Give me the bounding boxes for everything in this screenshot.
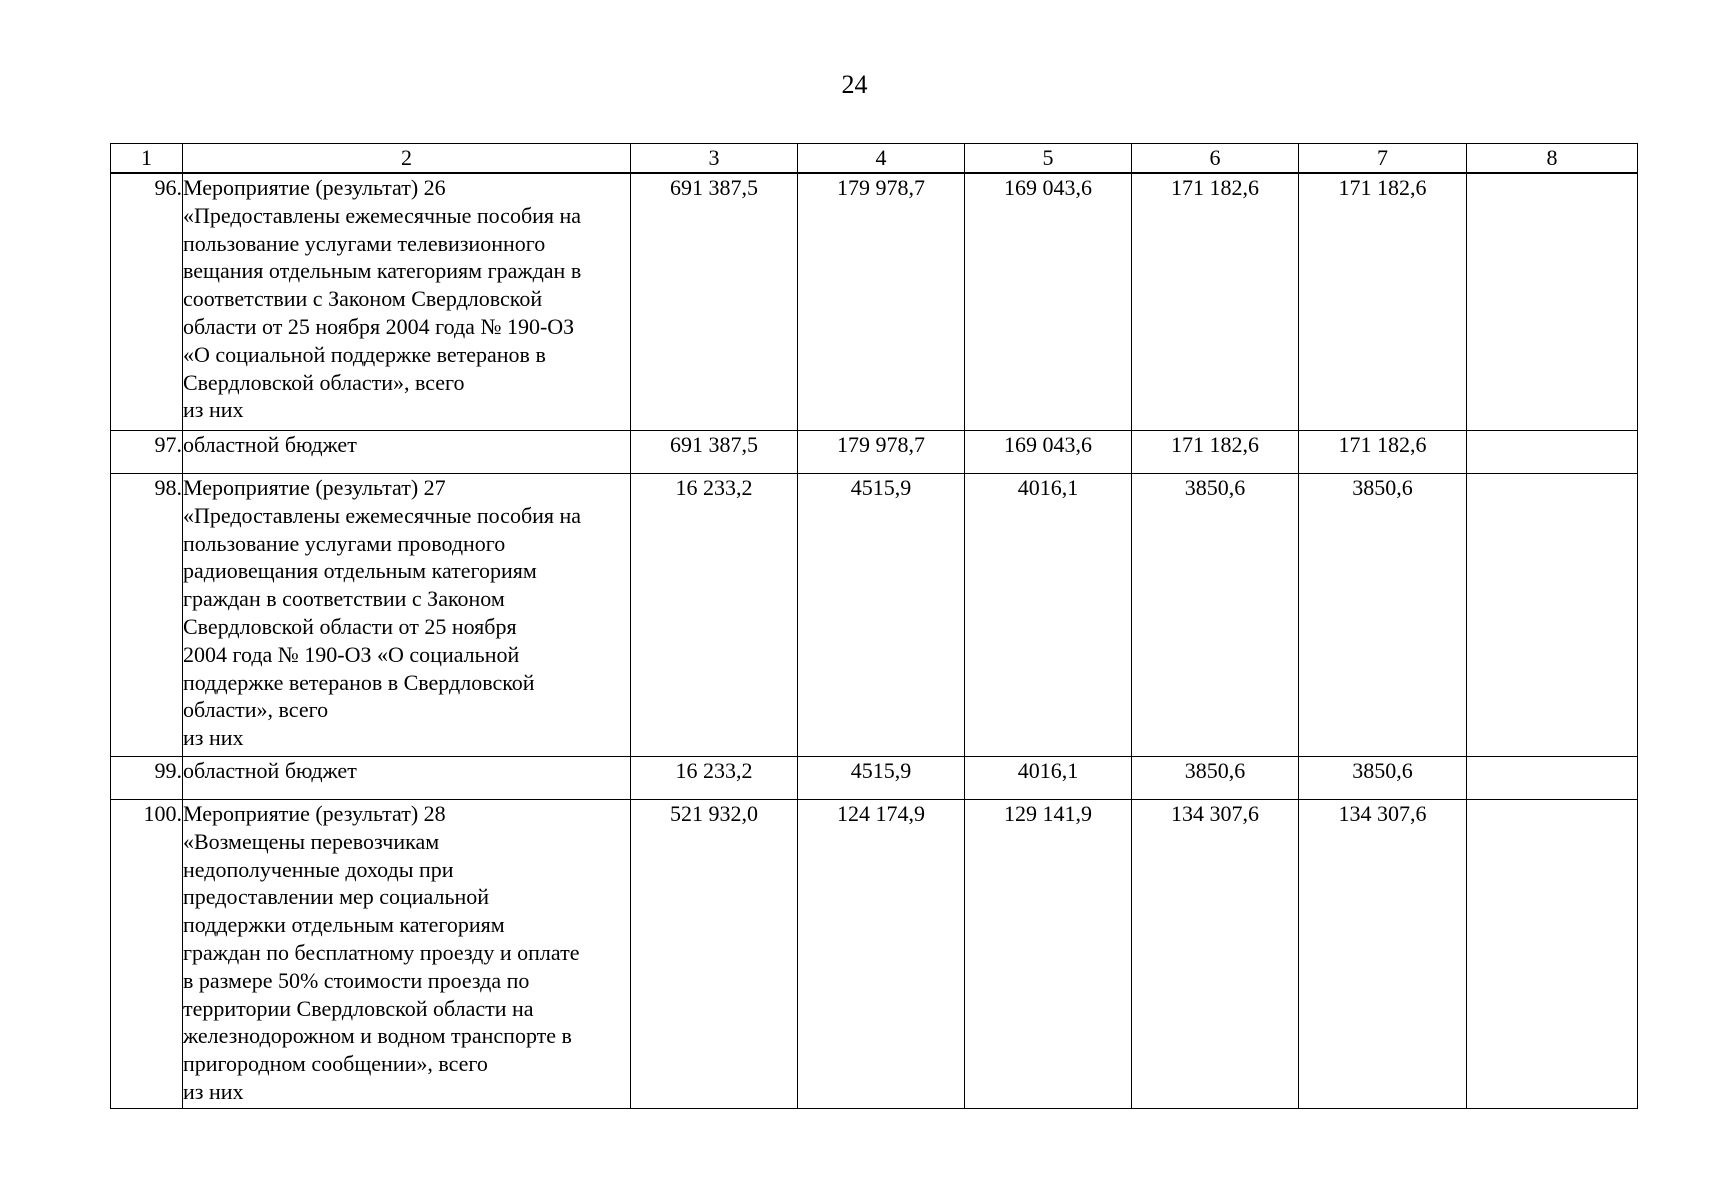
table-row [111,431,1638,474]
description-line: Мероприятие (результат) 27 [183,475,446,500]
value-cell: 16 233,2 [631,757,798,800]
value-cell [1467,173,1638,431]
budget-table [110,143,1638,1109]
description-line: областной бюджет [183,432,357,457]
row-number: 96. [111,173,183,431]
value-cell: 4016,1 [965,474,1132,757]
description-line: областной бюджет [183,758,357,783]
value-cell: 171 182,6 [1132,173,1299,431]
value-cell: 134 307,6 [1132,800,1299,1109]
value-cell: 169 043,6 [965,173,1132,431]
value-cell [1467,431,1638,474]
description-line: области от 25 ноября 2004 года № 190-ОЗ [183,313,575,339]
description-line: Свердловской области», всего [183,369,465,395]
value-cell: 16 233,2 [631,474,798,757]
table-row [111,800,1638,1109]
header-cell: 1 [111,144,183,174]
header-cell: 8 [1467,144,1638,174]
row-description [183,474,631,757]
description-line: «Предоставлены ежемесячные пособия на [183,502,582,528]
description-line: граждан в соответствии с Законом [183,586,505,612]
description-line: из них [183,725,244,751]
value-cell: 3850,6 [1132,474,1299,757]
value-cell: 171 182,6 [1132,431,1299,474]
description-line: из них [183,397,244,423]
description-line: Мероприятие (результат) 28 [183,801,446,826]
header-cell: 5 [965,144,1132,174]
row-description [183,173,631,431]
description-line: соответствии с Законом Свердловской [183,286,543,312]
description-line: граждан по бесплатному проезду и оплате [183,939,580,965]
description-line: недополученные доходы при [183,856,454,882]
value-cell: 4016,1 [965,757,1132,800]
value-cell [1467,474,1638,757]
value-cell: 134 307,6 [1299,800,1467,1109]
description-line: Мероприятие (результат) 26 [183,175,446,200]
header-cell: 7 [1299,144,1467,174]
description-line: области», всего [183,697,329,723]
row-number: 99. [111,757,183,800]
description-line: пользование услугами телевизионного [183,230,546,256]
value-cell: 4515,9 [798,474,965,757]
value-cell: 179 978,7 [798,173,965,431]
row-number: 98. [111,474,183,757]
description-line: «О социальной поддержке ветеранов в [183,341,546,367]
value-cell: 169 043,6 [965,431,1132,474]
value-cell [1467,800,1638,1109]
description-line: железнодорожном и водном транспорте в [183,1023,572,1049]
description-line: радиовещания отдельным категориям [183,558,537,584]
description-line: «Возмещены перевозчикам [183,828,440,854]
value-cell: 691 387,5 [631,431,798,474]
description-line: в размере 50% стоимости проезда по [183,967,530,993]
header-cell: 4 [798,144,965,174]
description-line: поддержке ветеранов в Свердловской [183,669,535,695]
row-description [183,757,631,800]
value-cell: 171 182,6 [1299,173,1467,431]
header-cell: 2 [183,144,631,174]
description-line: поддержки отдельным категориям [183,912,505,938]
table-row [111,757,1638,800]
description-line: предоставлении мер социальной [183,884,490,910]
row-description [183,431,631,474]
description-line: пользование услугами проводного [183,530,506,556]
value-cell: 691 387,5 [631,173,798,431]
value-cell: 179 978,7 [798,431,965,474]
description-line: «Предоставлены ежемесячные пособия на [183,202,582,228]
header-cell: 3 [631,144,798,174]
value-cell: 4515,9 [798,757,965,800]
description-line: из них [183,1078,244,1104]
header-cell: 6 [1132,144,1299,174]
header-row [111,144,1638,174]
description-line: вещания отдельным категориям граждан в [183,258,582,284]
row-number: 100. [111,800,183,1109]
description-line: пригородном сообщении», всего [183,1051,488,1077]
value-cell: 521 932,0 [631,800,798,1109]
value-cell: 129 141,9 [965,800,1132,1109]
page-number: 24 [841,70,868,99]
row-description [183,800,631,1109]
description-line: Свердловской области от 25 ноября [183,613,517,639]
table-row [111,173,1638,431]
value-cell [1467,757,1638,800]
value-cell: 171 182,6 [1299,431,1467,474]
row-number: 97. [111,431,183,474]
table-row [111,474,1638,757]
value-cell: 3850,6 [1299,474,1467,757]
description-line: 2004 года № 190-ОЗ «О социальной [183,641,520,667]
value-cell: 3850,6 [1299,757,1467,800]
value-cell: 124 174,9 [798,800,965,1109]
description-line: территории Свердловской области на [183,995,534,1021]
value-cell: 3850,6 [1132,757,1299,800]
